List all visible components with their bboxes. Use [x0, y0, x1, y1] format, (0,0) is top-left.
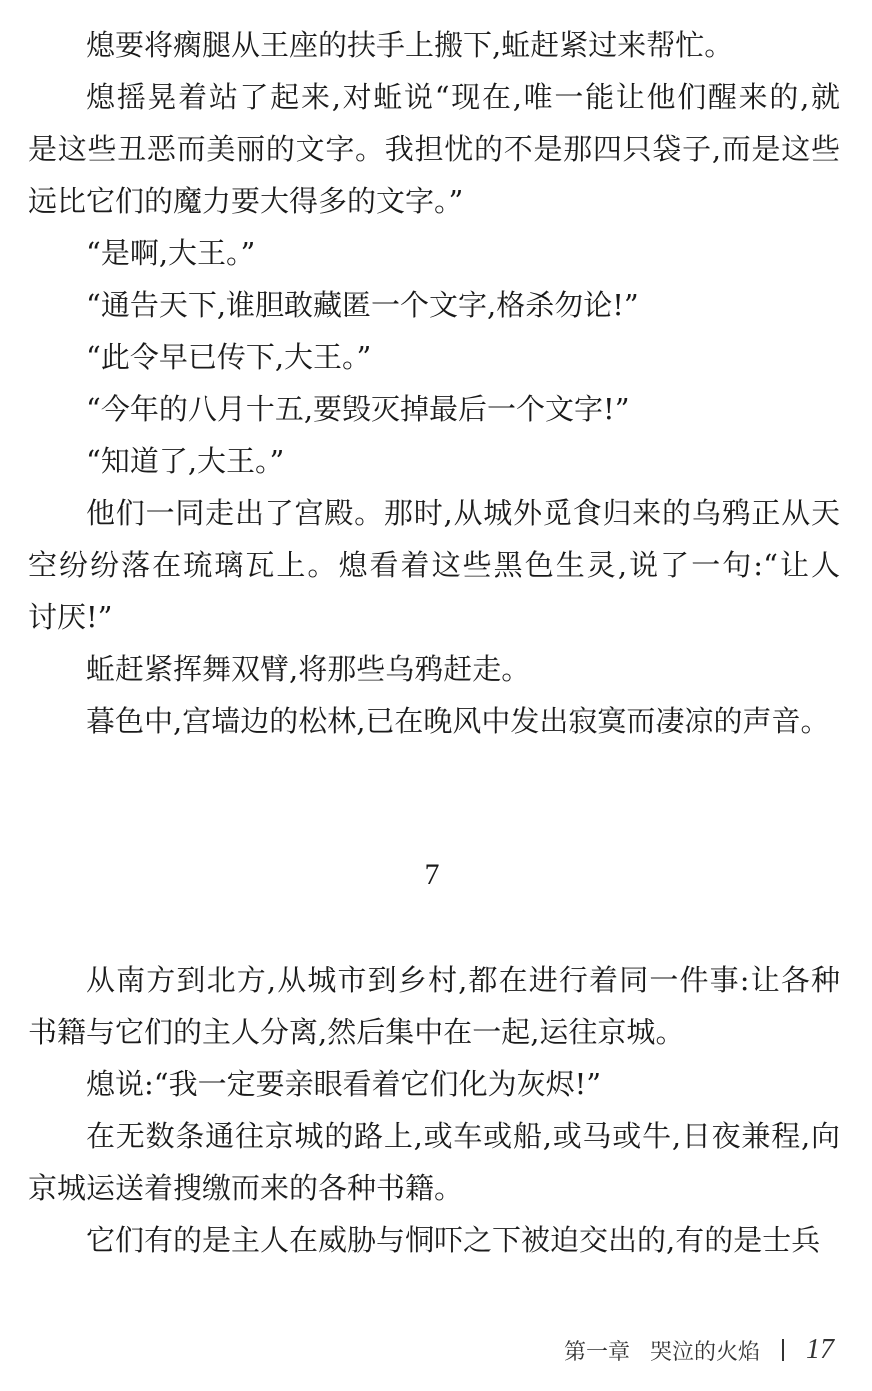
text-line: 暮色中,宫墙边的松林,已在晚风中发出寂寞而凄凉的声音。 [86, 704, 830, 738]
text-line: 空纷纷落在琉璃瓦上。熄看着这些黑色生灵,说了一句:“让人 [28, 548, 840, 582]
paragraph [28, 1214, 840, 1266]
footer-divider [782, 1339, 784, 1361]
paragraph [28, 643, 840, 695]
text-line: 书籍与它们的主人分离,然后集中在一起,运往京城。 [28, 1015, 685, 1049]
page-footer [564, 1334, 834, 1366]
running-head [564, 1335, 760, 1366]
text-line: 京城运送着搜缴而来的各种书籍。 [28, 1171, 464, 1205]
text-line: “此令早已传下,大王。” [86, 340, 372, 374]
section-2-text [28, 954, 840, 1266]
section-1-text [28, 19, 840, 747]
chapter-title: 哭泣的火焰 [649, 1339, 760, 1365]
text-line: “今年的八月十五,要毁灭掉最后一个文字!” [86, 392, 630, 426]
text-line: 熄说:“我一定要亲眼看着它们化为灰烬!” [86, 1067, 602, 1101]
paragraph [28, 487, 840, 643]
text-line: 远比它们的魔力要大得多的文字。” [28, 184, 464, 218]
text-line: 蚯赶紧挥舞双臂,将那些乌鸦赶走。 [86, 652, 531, 686]
text-line: “知道了,大王。” [86, 444, 285, 478]
section-number: 7 [424, 858, 440, 891]
paragraph [28, 1058, 840, 1110]
chapter-label: 第一章 [563, 1339, 630, 1365]
text-line: 讨厌!” [28, 600, 113, 634]
text-line: 他们一同走出了宫殿。那时,从城外觅食归来的乌鸦正从天 [86, 496, 840, 530]
paragraph [28, 227, 840, 279]
paragraph [28, 279, 840, 331]
text-line: “通告天下,谁胆敢藏匿一个文字,格杀勿论!” [86, 288, 639, 322]
text-line: 是这些丑恶而美丽的文字。我担忧的不是那四只袋子,而是这些 [28, 132, 840, 166]
paragraph [28, 19, 840, 71]
paragraph [28, 695, 840, 747]
text-line: 从南方到北方,从城市到乡村,都在进行着同一件事:让各种 [86, 963, 840, 997]
text-line: 在无数条通往京城的路上,或车或船,或马或牛,日夜兼程,向 [86, 1119, 840, 1153]
text-line: 它们有的是主人在威胁与恫吓之下被迫交出的,有的是士兵 [86, 1223, 821, 1257]
paragraph [28, 331, 840, 383]
paragraph [28, 71, 840, 227]
text-line: 熄摇晃着站了起来,对蚯说“现在,唯一能让他们醒来的,就 [86, 80, 840, 114]
page-number: 17 [806, 1334, 834, 1365]
paragraph [28, 435, 840, 487]
paragraph [28, 1110, 840, 1214]
text-line: 熄要将瘸腿从王座的扶手上搬下,蚯赶紧过来帮忙。 [86, 28, 734, 62]
paragraph [28, 954, 840, 1058]
paragraph [28, 383, 840, 435]
text-line: “是啊,大王。” [86, 236, 256, 270]
